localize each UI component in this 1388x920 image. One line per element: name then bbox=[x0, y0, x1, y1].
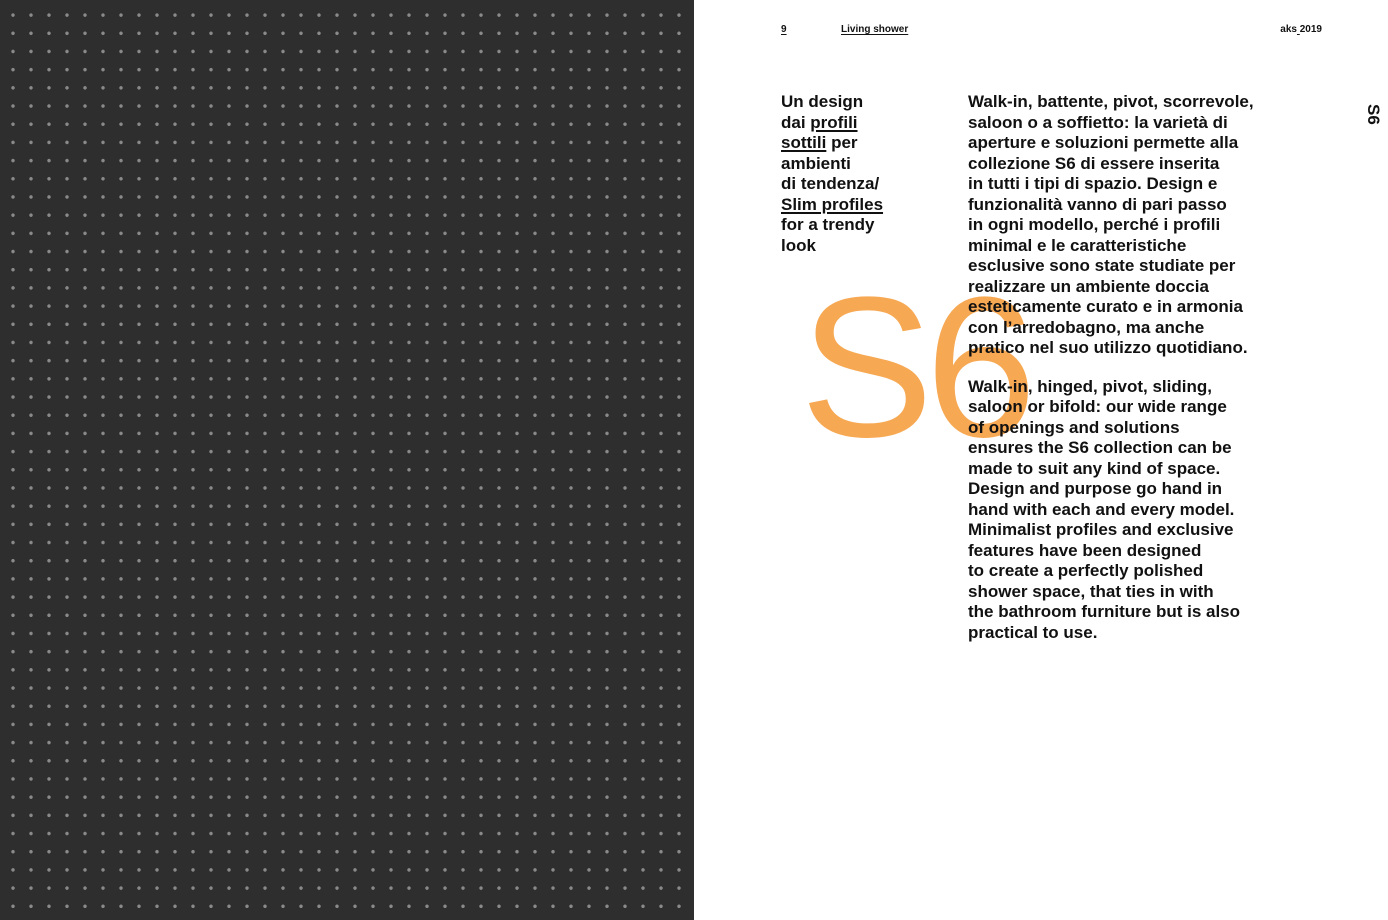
body-line: hand with each and every model. bbox=[968, 499, 1235, 519]
body-line: esteticamente curato e in armonia bbox=[968, 297, 1243, 316]
body-line: Walk-in, hinged, pivot, sliding, bbox=[968, 376, 1212, 396]
body-line: collezione S6 di essere inserita bbox=[968, 153, 1220, 173]
body-line: in ogni modello, perché i profili bbox=[968, 215, 1221, 234]
tagline-line bbox=[781, 113, 931, 134]
body-line: ensures the S6 collection can be bbox=[968, 438, 1232, 457]
body-line: esclusive sono state studiate per bbox=[968, 256, 1236, 275]
tagline-text: per bbox=[826, 133, 858, 152]
body-line: aperture e soluzioni permette alla bbox=[968, 133, 1239, 152]
tagline-line: look bbox=[781, 235, 816, 255]
body-line: Minimalist profiles and exclusive bbox=[968, 520, 1234, 539]
body-line: practical to use. bbox=[968, 622, 1098, 642]
body-text-column bbox=[968, 92, 1308, 661]
body-line: pratico nel suo utilizzo quotidiano. bbox=[968, 338, 1248, 357]
body-line: made to suit any kind of space. bbox=[968, 458, 1221, 478]
brand-name: aks bbox=[1280, 24, 1297, 35]
body-line: the bathroom furniture but is also bbox=[968, 602, 1241, 621]
tagline-text: dai bbox=[781, 112, 811, 132]
body-line: saloon or bifold: our wide range bbox=[968, 397, 1227, 416]
tagline-highlight-line: Slim profiles bbox=[781, 194, 884, 214]
tagline-line: di tendenza/ bbox=[781, 174, 880, 193]
body-line: of openings and solutions bbox=[968, 417, 1180, 437]
body-paragraph-english bbox=[968, 377, 1308, 644]
page-number: 9 bbox=[781, 24, 787, 35]
body-line: to create a perfectly polished bbox=[968, 561, 1204, 580]
tagline-highlight: sottili bbox=[781, 133, 827, 152]
body-line: shower space, that ties in with bbox=[968, 581, 1214, 601]
body-line: saloon o a soffietto: la varietà di bbox=[968, 112, 1228, 132]
brand-year-value: 2019 bbox=[1299, 24, 1322, 35]
tagline-line: ambienti bbox=[781, 153, 851, 173]
body-paragraph-italian bbox=[968, 92, 1308, 359]
body-line: realizzare un ambiente doccia bbox=[968, 276, 1209, 296]
text-page bbox=[694, 0, 1388, 920]
body-line: Design and purpose go hand in bbox=[968, 479, 1223, 498]
body-line: con l’arredobagno, ma anche bbox=[968, 317, 1205, 337]
tagline-line: Un design bbox=[781, 92, 864, 111]
tagline-line bbox=[781, 133, 931, 154]
body-line: Walk-in, battente, pivot, scorrevole, bbox=[968, 92, 1254, 111]
tagline-highlight: profili bbox=[810, 112, 858, 132]
body-line: minimal e le caratteristiche bbox=[968, 235, 1187, 255]
brand-year bbox=[1280, 24, 1322, 36]
body-line: funzionalità vanno di pari passo bbox=[968, 194, 1227, 214]
side-tab-label: S6 bbox=[1364, 104, 1383, 125]
body-line: features have been designed bbox=[968, 540, 1202, 560]
big-collection-title: S6 bbox=[800, 256, 1029, 479]
tagline bbox=[781, 92, 931, 256]
tagline-line: for a trendy bbox=[781, 215, 875, 234]
body-line: in tutti i tipi di spazio. Design e bbox=[968, 174, 1218, 193]
section-title: Living shower bbox=[841, 24, 909, 35]
